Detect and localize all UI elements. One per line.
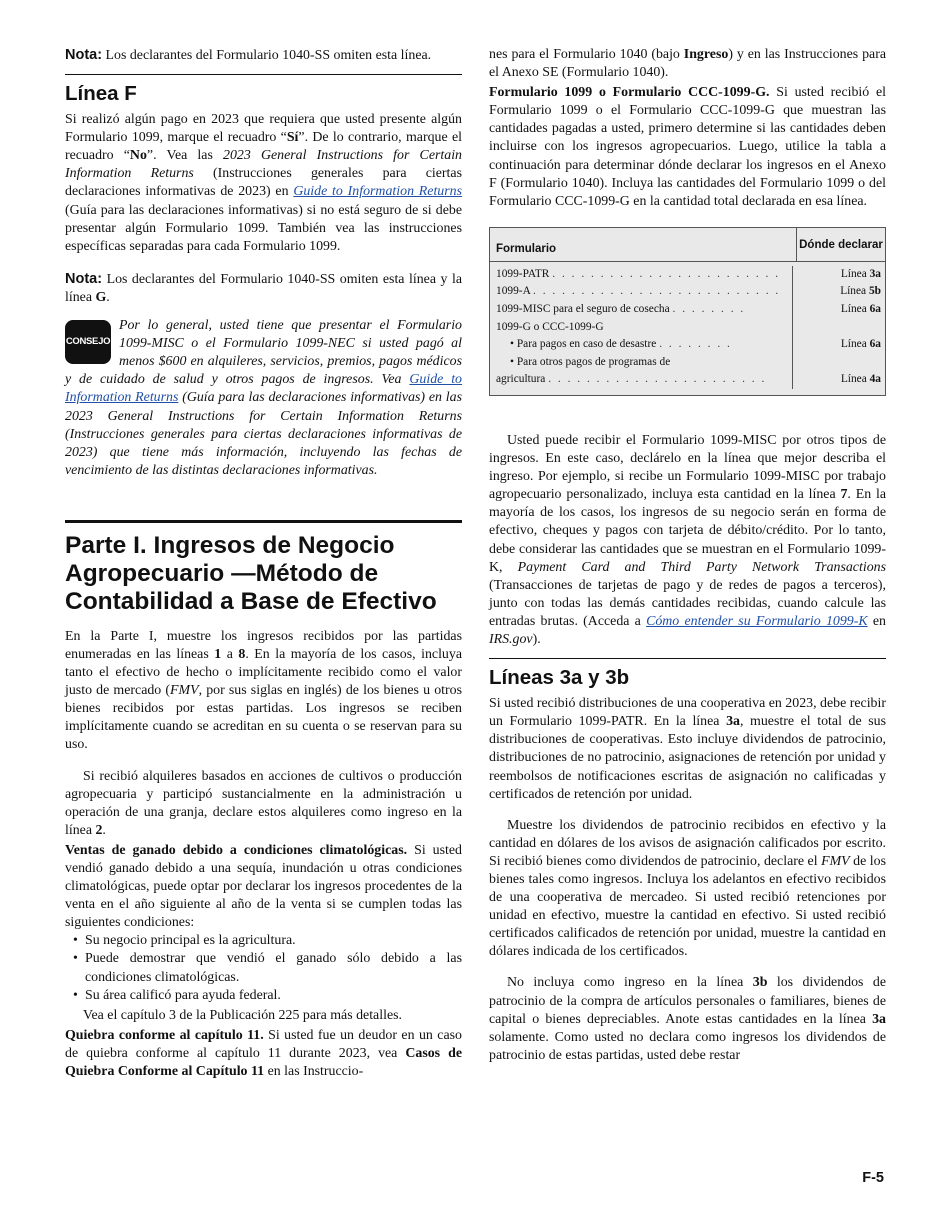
right-column <box>489 46 886 1065</box>
table-cell-line: Línea 3a <box>840 267 881 280</box>
ventas-ganado-paragraph: Ventas de ganado debido a condiciones climatológicas. Si usted vendió ganado debido a una sequía, inundación u otras condiciones climatológicas, puede optar por declarar los ingresos procedentes de la venta en el año siguiente al año de la venta si se cumplen todas las siguientes condiciones: <box>65 842 462 931</box>
1099-misc-paragraph: Usted puede recibir el Formulario 1099-MISC por otros tipos de ingresos. En este caso, declárelo en la línea que mejor describa el ingreso. Por ejemplo, si recibe un Formulario 1099-MISC por trabajo agropecuario personalizado, incluya esta cantidad en la línea 7. En la mayoría de los casos, los ingresos de su negocio serán en forma de efectivo, cheques y pagos con tarjeta de débito/crédito. Por lo tanto, debe considerar las cantidades que se muestran en el Formulario 1099-K, Payment Card and Third Party Network Transactions (Transacciones de tarjetas de pago y de redes de pagos a terceros), junto con todas las demás cantidades recibidas, cuando calcule las entradas brutas. (Acceda a Cómo entender su Formulario 1099-K en IRS.gov). <box>489 433 887 648</box>
lineas-3-paragraph-1: Si usted recibió distribuciones de una cooperativa en 2023, debe recibir un Formulario 1099-PATR. En la línea 3a, muestre el total de sus distribuciones de cooperativas. Esto incluye dividendos de patrocinio, distribuciones de no patrocinio, asignaciones de retención por unidad y reembolsos de notificaciones escritas de asignación no calificadas y certificados de retención por unidad. <box>489 696 887 802</box>
continuation-paragraph: nes para el Formulario 1040 (bajo Ingreso) y en las Instrucciones para el Anexo SE (Formulario 1040). <box>489 47 886 81</box>
lineas-3-paragraph-2: Muestre los dividendos de patrocinio recibidos en efectivo y la cantidad en dólares de los avisos de asignación calificados por escrito. Si recibió bienes como dividendos de patrocinio, declare el FMV de los bienes tales como ingresos. Incluya los adelantos en efectivo recibidos de una cooperativa de mercadeo. Si usted recibió retenciones por unidad en efectivo, muestre la cantidad en efectivo. Si usted recibió certificados calificados de retención por unidad, muestre la cantidad en dólares indicada de los certificados. <box>489 817 886 960</box>
quiebra-paragraph: Quiebra conforme al capítulo 11. Si usted fue un deudor en un caso de quiebra conforme al capítulo 11 durante 2023, vea Casos de Quiebra Conforme al Capítulo 11 en las Instruccio- <box>65 1027 462 1080</box>
form-table <box>489 227 886 396</box>
heading-parte-1: Parte I. Ingresos de Negocio Agropecuario —Método de Contabilidad a Base de Efectivo <box>65 520 462 616</box>
consejo-tip: CONSEJO Por lo general, usted tiene que presentar el Formulario 1099-MISC o el Formulario 1099-NEC si usted pagó al menos $600 en alquileres, servicios, premios, pagos médicos y de cuidado de salud y otros pagos de ingresos. Vea Guide to Information Returns (Guía para las declaraciones informativas) en las 2023 General Instructions for Certain Information Returns (Instrucciones generales para ciertas declaraciones informativas de 2023) que tiene más información, incluyendo las fechas de vencimiento de las distintas declaraciones informativas. <box>65 318 462 478</box>
column-header-formulario: Formulario <box>496 243 557 256</box>
parte-1-paragraph-2: Si recibió alquileres basados en acciones de cultivos o producción agropecuaria y participó sustancialmente en la administración u operación de una granja, declare estos alquileres como ingreso en la línea 2. <box>65 768 462 838</box>
left-column <box>65 46 462 1081</box>
note-label: Nota: <box>65 270 103 287</box>
conditions-list <box>65 932 462 1004</box>
list-item: • Puede demostrar que vendió el ganado sólo debido a las condiciones climatológicas. <box>65 950 462 986</box>
table-cell-line: Línea 6a <box>840 338 881 351</box>
list-item: • Su área calificó para ayuda federal. <box>65 987 462 1005</box>
table-body <box>490 262 885 395</box>
table-row: 1099-PATR . . . . . . . . . . . . . . . . . . . . . . . . <box>496 267 781 280</box>
note-1040ss: Nota: Los declarantes del Formulario 1040-SS omiten esta línea. <box>65 47 432 63</box>
guide-info-returns-link[interactable]: Guide to Information Returns <box>293 184 463 200</box>
page-number: F-5 <box>862 1170 884 1186</box>
table-row: 1099-MISC para el seguro de cosecha . . . . . . . . <box>496 303 746 316</box>
table-row: 1099-G o CCC-1099-G <box>496 320 604 333</box>
table-row: • Para pagos en caso de desastre . . . . . . . . <box>496 336 786 354</box>
note-linea-g: Nota: Los declarantes del Formulario 1040-SS omiten esta línea y la línea G. <box>65 270 462 305</box>
table-row: • Para otros pagos de programas de <box>496 354 786 372</box>
consejo-icon: CONSEJO <box>65 320 111 364</box>
table-header <box>490 228 885 262</box>
parte-1-paragraph-1: En la Parte I, muestre los ingresos recibidos por las partidas enumeradas en las líneas 1 a 8. En la mayoría de los casos, incluya tanto el efectivo de hecho o implícitamente recibido como el valor justo de mercado (FMV, por sus siglas en inglés) de los bienes u otros bienes recibidos por estas partidas. Los ingresos se reciben implícitamente cuando se acreditan en su cuenta o se reservan para su uso. <box>65 628 462 753</box>
table-cell-line: Línea 5b <box>840 285 881 298</box>
table-cell-line: Línea 6a <box>840 303 881 316</box>
pub-225-paragraph: Vea el capítulo 3 de la Publicación 225 para más detalles. <box>83 1007 402 1023</box>
table-row: 1099-A . . . . . . . . . . . . . . . . . . . . . . . . . . <box>496 285 781 298</box>
note-label: Nota: <box>65 47 103 63</box>
heading-linea-f: Línea F <box>65 74 462 106</box>
table-cell-line: Línea 4a <box>840 373 881 386</box>
table-row: agricultura . . . . . . . . . . . . . . . . . . . . . . . <box>496 373 767 386</box>
lineas-3-paragraph-3: No incluya como ingreso en la línea 3b los dividendos de patrocinio de la compra de artículos personales o familiares, bienes de capital o bienes depreciables. Anote estas cantidades en la línea 3a solamente. Como usted no declara como ingresos los dividendos de patrocinio de estas partidas, usted debe restar <box>489 975 886 1063</box>
formulario-1099-paragraph: Formulario 1099 o Formulario CCC-1099-G. Si usted recibió el Formulario 1099 o el Formulario CCC-1099-G que muestran las cantidades pagadas a usted, primero determine si las cantidades deben incluirse con los ingresos agropecuarios. Luego, utilice la tabla a continuación para determinar dónde declarar los ingresos en el Anexo F (Formulario 1040). Incluya las cantidades del Formulario 1099 o del Formulario CCC-1099-G en la cantidad total declarada en esa línea. <box>489 85 886 209</box>
column-header-donde: Dónde declarar <box>796 228 885 261</box>
linea-f-paragraph: Si realizó algún pago en 2023 que requiera que usted presente algún Formulario 1099, marque el recuadro “Sí”. De lo contrario, marque el recuadro “No”. Vea las 2023 General Instructions for Certain Information Returns (Instrucciones generales para ciertas declaraciones informativas de 2023) en Guide to Information Returns (Guía para las declaraciones informativas) si no está seguro de si debe presentar algún Formulario 1099. También vea las instrucciones específicas separadas para cada Formulario 1099. <box>65 112 463 254</box>
guide-info-returns-link-tip[interactable]: Guide to Information Returns <box>65 372 462 406</box>
heading-lineas-3a-3b: Líneas 3a y 3b <box>489 658 886 690</box>
como-entender-1099k-link[interactable]: Cómo entender su Formulario 1099-K <box>646 613 868 629</box>
list-item: • Su negocio principal es la agricultura. <box>65 932 462 950</box>
